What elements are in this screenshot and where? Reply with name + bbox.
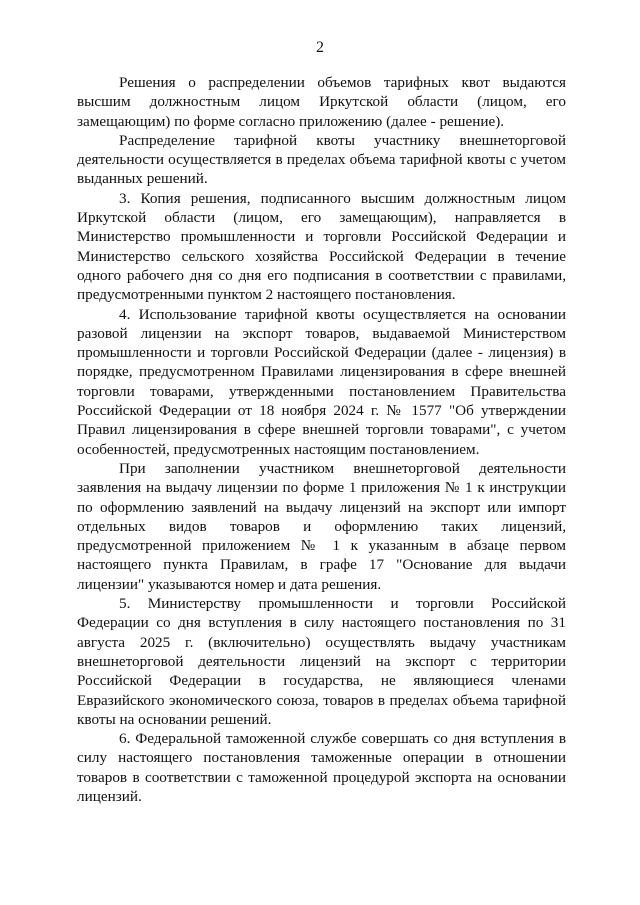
- paragraph-3-decision-copy: 3. Копия решения, подписанного высшим должностным лицом Иркутской области (лицом, его замещающим), направляется в Министерство промышленности и торговли Российской Федерации и Министерство сельского хозяйства Российской Федерации в течение одного рабочего дня со дня его подписания в соответствии с правилами, предусмотренными пунктом 2 настоящего постановления.: [77, 189, 566, 304]
- paragraph-license-application: При заполнении участником внешнеторговой деятельности заявления на выдачу лицензии по форме 1 приложения № 1 к инструкции по оформлению заявлений на выдачу лицензий на экспорт или импорт отдельных видов товаров и оформлению таких лицензий, предусмотренной приложением № 1 к указанным в абзаце первом настоящего пункта Правилам, в графе 17 "Основание для выдачи лицензии" указываются номер и дата решения.: [77, 459, 566, 593]
- paragraph-5-ministry-licenses: 5. Министерству промышленности и торговли Российской Федерации со дня вступления в силу настоящего постановления по 31 августа 2025 г. (включительно) осуществлять выдачу участникам внешнеторговой деятельности лицензий на экспорт с территории Российской Федерации в государства, не являющиеся членами Евразийского экономического союза, товаров в пределах объема тарифной квоты на основании решений.: [77, 595, 566, 728]
- document-body: [77, 73, 566, 806]
- paragraph-6-customs-service: 6. Федеральной таможенной службе совершать со дня вступления в силу настоящего постановления таможенные операции в отношении товаров в соответствии с таможенной процедурой экспорта на основании лицензий.: [77, 730, 566, 805]
- paragraph-quota-decisions: Решения о распределении объемов тарифных квот выдаются высшим должностным лицом Иркутской области (лицом, его замещающим) по форме согласно приложению (далее - решение).: [77, 74, 566, 130]
- page-number: 2: [316, 39, 324, 56]
- paragraph-4-license-usage: 4. Использование тарифной квоты осуществляется на основании разовой лицензии на экспорт товаров, выдаваемой Министерством промышленности и торговли Российской Федерации (далее - лицензия) в порядке, предусмотренном Правилами лицензирования в сфере внешней торговли товарами, утвержденными постановлением Правительства Российской Федерации от 18 ноября 2024 г. № 1577 "Об утверждении Правил лицензирования в сфере внешней торговли товарами", с учетом особенностей, предусмотренных настоящим постановлением.: [77, 305, 566, 458]
- paragraph-quota-distribution: Распределение тарифной квоты участнику внешнеторговой деятельности осуществляется в пределах объема тарифной квоты с учетом выданных решений.: [77, 131, 566, 188]
